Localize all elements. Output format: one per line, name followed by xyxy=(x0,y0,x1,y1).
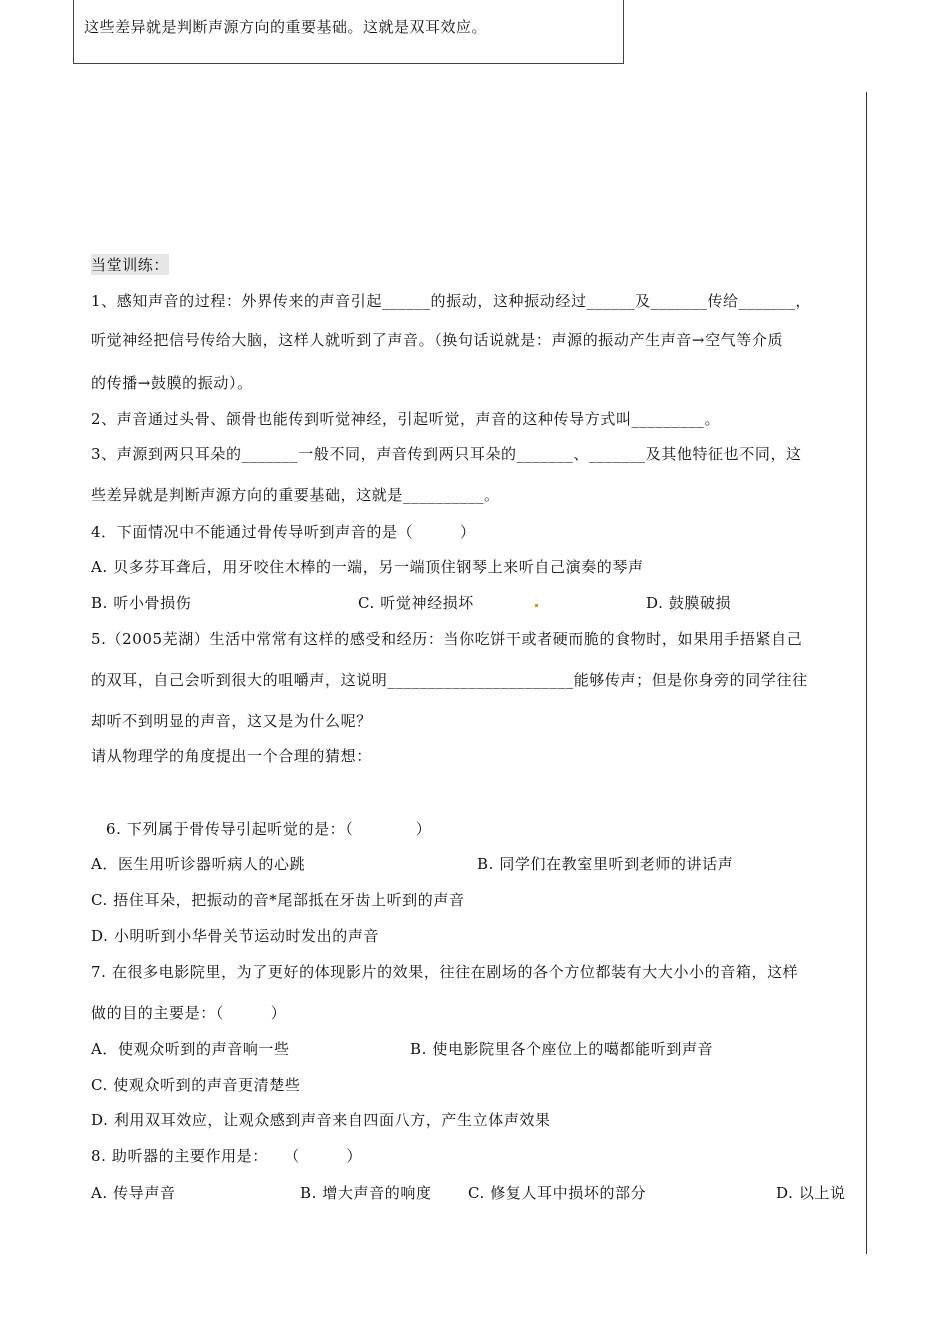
q7-line1: 7. 在很多电影院里，为了更好的体现影片的效果，往往在剧场的各个方位都装有大大小小的音箱，这样 xyxy=(91,963,799,981)
q8-option-c: C. 修复人耳中损坏的部分 xyxy=(468,1184,647,1202)
yellow-dot xyxy=(535,604,538,607)
q1-line1: 1、感知声音的过程：外界传来的声音引起______的振动，这种振动经过______及_______传给_______， xyxy=(91,292,811,310)
q6-option-c: C. 捂住耳朵，把振动的音*尾部抵在牙齿上听到的声音 xyxy=(91,891,465,909)
q7-option-d: D. 利用双耳效应，让观众感到声音来自四面八方，产生立体声效果 xyxy=(91,1111,551,1129)
q6-option-d: D. 小明听到小华骨关节运动时发出的声音 xyxy=(91,927,380,945)
summary-box xyxy=(73,0,624,64)
q7-option-a: A．使观众听到的声音响一些 xyxy=(91,1040,290,1058)
q4-option-c: C. 听觉神经损坏 xyxy=(358,594,474,612)
q4-stem: 4．下面情况中不能通过骨传导听到声音的是（ ） xyxy=(91,523,476,541)
q7-option-b: B. 使电影院里各个座位上的噶都能听到声音 xyxy=(410,1040,714,1058)
q1-line2: 听觉神经把信号传给大脑，这样人就听到了声音。（换句话说就是：声源的振动产生声音→空气等介质 xyxy=(91,331,784,349)
q4-option-b: B. 听小骨损伤 xyxy=(91,594,192,612)
q7-line2: 做的目的主要是：（ ） xyxy=(91,1004,287,1022)
q5-line4: 请从物理学的角度提出一个合理的猜想： xyxy=(91,747,372,765)
q4-option-d: D. 鼓膜破损 xyxy=(646,594,732,612)
q5-line3: 却听不到明显的声音，这又是为什么呢？ xyxy=(91,712,372,730)
section-heading: 当堂训练： xyxy=(91,256,170,274)
q6-option-b: B. 同学们在教室里听到老师的讲话声 xyxy=(477,855,734,873)
q5-line1: 5.（2005芜湖）生活中常常有这样的感受和经历：当你吃饼干或者硬而脆的食物时，如果用手捂紧自己 xyxy=(91,630,803,648)
summary-text: 这些差异就是判断声源方向的重要基础。这就是双耳效应。 xyxy=(84,18,488,36)
q3-line1: 3、声源到两只耳朵的_______一般不同，声音传到两只耳朵的_______、_______及其他特征也不同，这 xyxy=(91,445,802,463)
q6-option-a: A．医生用听诊器听病人的心跳 xyxy=(91,855,306,873)
page-margin-line xyxy=(866,92,867,1254)
q8-option-b: B. 增大声音的响度 xyxy=(300,1184,432,1202)
q1-line3: 的传播→鼓膜的振动）。 xyxy=(91,374,253,392)
q8-stem: 8. 助听器的主要作用是： （ ） xyxy=(91,1147,363,1165)
q8-option-a: A. 传导声音 xyxy=(91,1184,176,1202)
q8-option-d: D. 以上说 xyxy=(776,1184,846,1202)
q6-stem: 6. 下列属于骨传导引起听觉的是：（ ） xyxy=(106,820,432,838)
q3-line2: 些差异就是判断声源方向的重要基础，这就是__________。 xyxy=(91,486,500,504)
q7-option-c: C. 使观众听到的声音更清楚些 xyxy=(91,1076,301,1094)
q5-line2: 的双耳，自己会听到很大的咀嚼声，这说明_______________________能够传声；但是你身旁的同学往往 xyxy=(91,671,808,689)
q2-text: 2、声音通过头骨、颌骨也能传到听觉神经，引起听觉，声音的这种传导方式叫_________。 xyxy=(91,410,721,428)
q4-option-a: A. 贝多芬耳聋后，用牙咬住木棒的一端，另一端顶住钢琴上来听自己演奏的琴声 xyxy=(91,558,644,576)
